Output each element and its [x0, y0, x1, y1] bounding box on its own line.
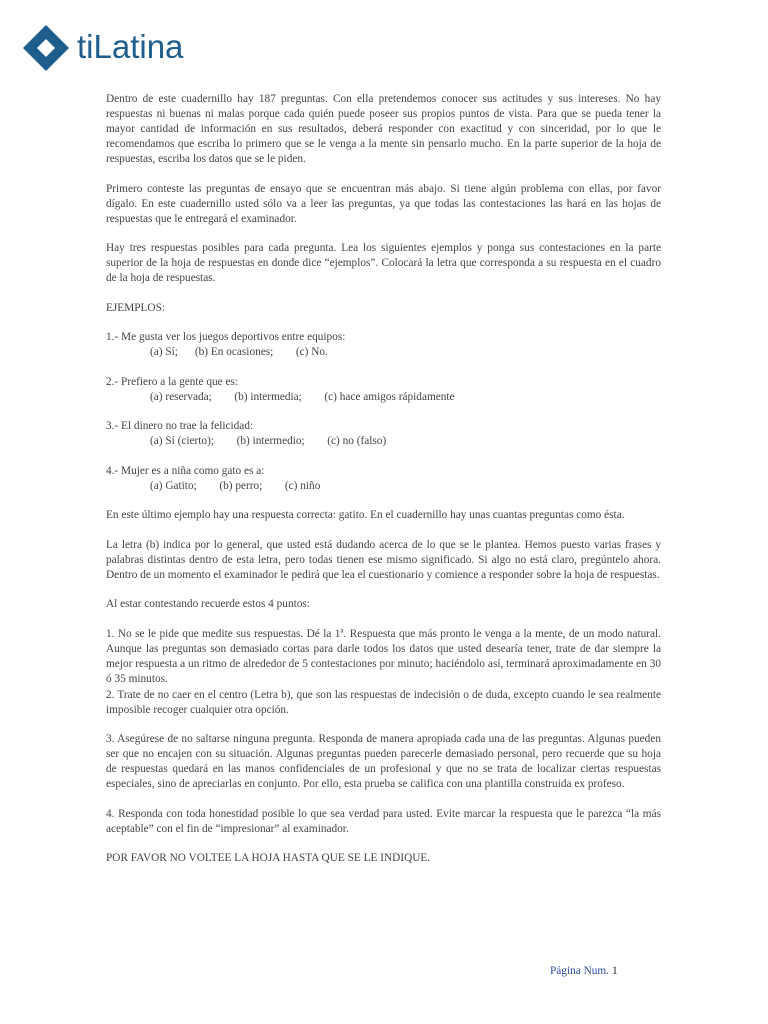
- diamond-logo-icon: [22, 24, 70, 72]
- point-3: 3. Asegúrese de no saltarse ninguna pregunta. Responda de manera apropiada cada una de las preguntas. Algunas pueden ser que no encajen con su situación. Algunas preguntas pueden parecerle demasiado personal, pero recuerde que su hoja de respuestas quedará en las manos confidenciales de un profesional y que no se trata de localizar ciertas respuestas especiales, sino de apreciarlas en conjunto. Por ello, esta prueba se califica con una plantilla construida ex profeso.: [106, 733, 661, 790]
- example-options: (a) reservada; (b) intermedia; (c) hace amigos rápidamente: [150, 390, 455, 403]
- page-number-footer: [550, 963, 618, 978]
- point-4: 4. Responda con toda honestidad posible lo que sea verdad para usted. Evite marcar la respuesta que le parezca “la más aceptable” con el fin de “impresionar” al examinador.: [106, 807, 661, 835]
- intro-paragraph: Dentro de este cuadernillo hay 187 preguntas. Con ella pretendemos conocer sus actitudes y sus intereses. No hay respuestas ni buenas ni malas porque cada quién puede poseer sus propios puntos de vista. Para que se pueda tener la mayor cantidad de información en sus resultados, deberá responder con exactitud y con sinceridad, por lo que le recomendamos que escriba lo primero que se le venga a la mente sin pensarlo mucho. En la parte superior de la hoja de respuestas, escriba los datos que se le piden.: [106, 93, 661, 165]
- instructions-paragraph: Primero conteste las preguntas de ensayo que se encuentran más abajo. Si tiene algún problema con ellas, por favor dígalo. En este cuadernillo usted sólo va a leer las preguntas, ya que todas las contestaciones las hará en las hojas de respuestas que le entregará el examinador.: [106, 182, 661, 225]
- example-question: 2.- Prefiero a la gente que es:: [106, 375, 239, 388]
- answers-paragraph: Hay tres respuestas posibles para cada pregunta. Lea los siguientes ejemplos y ponga sus contestaciones en la parte superior de la hoja de respuestas en donde dice “ejemplos”. Colocará la letra que corresponda a su respuesta en el cuadro de la hoja de respuestas.: [106, 242, 661, 284]
- document-body: [106, 92, 661, 881]
- point-1: 1. No se le pide que medite sus respuestas. Dé la 1ª. Respuesta que más pronto le venga a la mente, de un modo natural. Aunque las preguntas son demasiado cortas para darle todos los datos que usted desearía tener, trate de dar siempre la mejor respuesta a un ritmo de alrededor de 5 contestaciones por minuto; haciéndolo así, terminará aproximadamente en 30 ó 35 minutos.: [106, 627, 661, 685]
- example-options: (a) Sí (cierto); (b) intermedio; (c) no (falso): [150, 435, 387, 447]
- example-question: 3.- El dinero no trae la felicidad:: [106, 420, 254, 432]
- example-item: [106, 330, 661, 360]
- page-number: 1: [611, 963, 618, 977]
- example-item: [106, 464, 661, 494]
- example-question: 1.- Me gusta ver los juegos deportivos entre equipos:: [106, 331, 346, 343]
- example-question: 4.- Mujer es a niña como gato es a:: [106, 464, 265, 477]
- closing-notice: POR FAVOR NO VOLTEE LA HOJA HASTA QUE SE LE INDIQUE.: [106, 852, 431, 864]
- example-item: [106, 419, 661, 449]
- page-label: Página Num.: [550, 965, 612, 977]
- example-item: [106, 375, 661, 405]
- letter-b-paragraph: La letra (b) indica por lo general, que usted está dudando acerca de lo que se le plantea. Hemos puesto varias frases y palabras distintas dentro de esta letra, pero todas tienen ese mismo significado. Si algo no está claro, pregúntelo ahora. Dentro de un momento el examinador le pedirá que lea el cuestionario y comience a responder sobre la hoja de respuestas.: [106, 538, 661, 581]
- examples-heading: EJEMPLOS:: [106, 301, 166, 314]
- point-2: 2. Trate de no caer en el centro (Letra b), que son las respuestas de indecisión o de duda, excepto cuando le sea realmente imposible recoger cualquier otra opción.: [106, 688, 661, 716]
- correct-answer-paragraph: En este último ejemplo hay una respuesta correcta: gatito. En el cuadernillo hay unas cuantas preguntas como ésta.: [106, 509, 625, 521]
- points-intro: Al estar contestando recuerde estos 4 puntos:: [106, 598, 310, 610]
- example-options: (a) Sí; (b) En ocasiones; (c) No.: [150, 346, 328, 358]
- tilatina-logo: [22, 24, 183, 72]
- example-options: (a) Gatito; (b) perro; (c) niño: [150, 479, 321, 492]
- logo-text: tiLatina: [77, 28, 184, 65]
